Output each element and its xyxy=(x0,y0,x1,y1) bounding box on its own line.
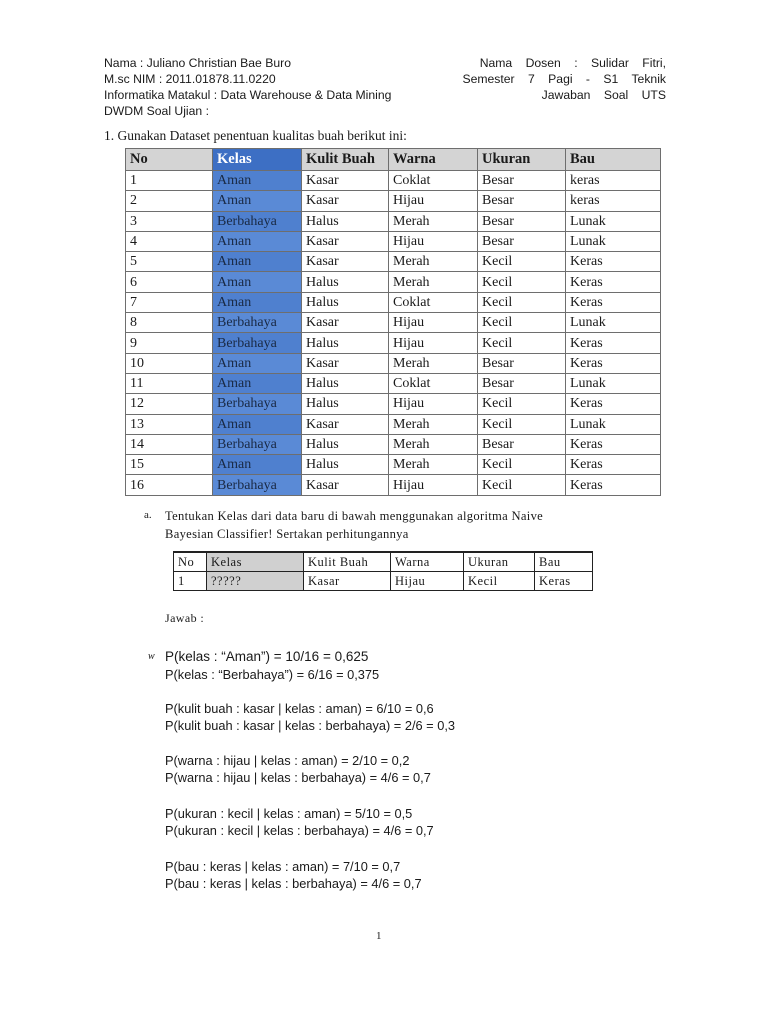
cell-bau: Keras xyxy=(566,333,661,353)
new-col-header-kelas: Kelas xyxy=(207,552,304,572)
cell-ukuran: Kecil xyxy=(478,272,566,292)
cell-warna: Merah xyxy=(389,455,478,475)
sub-question-line-1: Tentukan Kelas dari data baru di bawah menggunakan algoritma Naive xyxy=(165,509,544,523)
cell-warna: Hijau xyxy=(389,313,478,333)
cell-kulit-buah: Kasar xyxy=(302,414,389,434)
cell-bau: Lunak xyxy=(566,313,661,333)
cell-warna: Merah xyxy=(389,211,478,231)
cell-bau: Keras xyxy=(566,292,661,312)
table-row xyxy=(126,373,661,393)
table-row xyxy=(126,414,661,434)
col-header-bau: Bau xyxy=(566,149,661,171)
cell-no: 10 xyxy=(126,353,213,373)
cell-warna: Merah xyxy=(389,434,478,454)
table-row xyxy=(126,394,661,414)
question-text: 1. Gunakan Dataset penentuan kualitas buah berikut ini: xyxy=(104,128,407,143)
cell-warna: Hijau xyxy=(389,333,478,353)
cell-ukuran: Kecil xyxy=(478,292,566,312)
lecturer-name: Nama Dosen : Sulidar Fitri, xyxy=(479,56,666,70)
cell-ukuran: Besar xyxy=(478,434,566,454)
table-row xyxy=(126,475,661,495)
cell-bau: Lunak xyxy=(566,414,661,434)
new-cell-kulit-buah: Kasar xyxy=(304,572,391,591)
table-row xyxy=(126,455,661,475)
new-cell-no: 1 xyxy=(174,572,207,591)
cell-kelas: Aman xyxy=(213,353,302,373)
cell-kelas: Berbahaya xyxy=(213,394,302,414)
header-line-2 xyxy=(104,71,666,87)
page-number: 1 xyxy=(376,930,382,942)
cell-bau: Keras xyxy=(566,434,661,454)
cell-bau: Keras xyxy=(566,455,661,475)
cell-kelas: Aman xyxy=(213,231,302,251)
cell-kelas: Berbahaya xyxy=(213,333,302,353)
cell-no: 2 xyxy=(126,191,213,211)
cell-kelas: Berbahaya xyxy=(213,434,302,454)
cell-bau: Lunak xyxy=(566,231,661,251)
cell-kulit-buah: Halus xyxy=(302,434,389,454)
cell-kelas: Aman xyxy=(213,171,302,191)
dataset-header-row xyxy=(126,149,661,171)
cell-kelas: Berbahaya xyxy=(213,313,302,333)
cell-kelas: Aman xyxy=(213,191,302,211)
calc-line: P(warna : hijau | kelas : berbahaya) = 4/6 = 0,7 xyxy=(165,770,431,785)
cell-no: 13 xyxy=(126,414,213,434)
sub-question-marker: a. xyxy=(144,509,152,521)
cell-no: 5 xyxy=(126,252,213,272)
cell-kulit-buah: Kasar xyxy=(302,353,389,373)
cell-kelas: Aman xyxy=(213,252,302,272)
cell-kelas: Aman xyxy=(213,272,302,292)
cell-bau: Keras xyxy=(566,394,661,414)
cell-kulit-buah: Halus xyxy=(302,211,389,231)
cell-warna: Coklat xyxy=(389,171,478,191)
col-header-ukuran: Ukuran xyxy=(478,149,566,171)
calc-line: P(ukuran : kecil | kelas : aman) = 5/10 = 0,5 xyxy=(165,806,413,821)
cell-kulit-buah: Halus xyxy=(302,333,389,353)
cell-kulit-buah: Halus xyxy=(302,455,389,475)
cell-kulit-buah: Kasar xyxy=(302,313,389,333)
calc-line: P(kelas : “Aman”) = 10/16 = 0,625 xyxy=(165,649,369,664)
cell-no: 6 xyxy=(126,272,213,292)
cell-kelas: Berbahaya xyxy=(213,475,302,495)
cell-kulit-buah: Kasar xyxy=(302,252,389,272)
answer-title: Jawaban Soal UTS xyxy=(541,88,666,102)
new-data-header-row xyxy=(174,552,593,572)
table-row xyxy=(126,292,661,312)
cell-bau: Keras xyxy=(566,475,661,495)
new-data-table xyxy=(173,551,593,591)
sub-question-line-2: Bayesian Classifier! Sertakan perhitungannya xyxy=(165,527,409,541)
col-header-kulit-buah: Kulit Buah xyxy=(302,149,389,171)
bullet-marker: w xyxy=(148,651,155,662)
table-row xyxy=(126,272,661,292)
cell-no: 14 xyxy=(126,434,213,454)
cell-no: 3 xyxy=(126,211,213,231)
cell-ukuran: Kecil xyxy=(478,313,566,333)
cell-no: 16 xyxy=(126,475,213,495)
cell-bau: Keras xyxy=(566,353,661,373)
dataset-table xyxy=(125,148,661,496)
cell-kelas: Aman xyxy=(213,292,302,312)
header-line-4 xyxy=(104,103,666,119)
new-cell-kelas: ????? xyxy=(207,572,304,591)
new-data-row xyxy=(174,572,593,591)
new-col-header-warna: Warna xyxy=(391,552,464,572)
course-name: Informatika Matakul : Data Warehouse & Data Mining xyxy=(104,88,392,102)
calc-line: P(bau : keras | kelas : berbahaya) = 4/6 = 0,7 xyxy=(165,876,422,891)
cell-no: 7 xyxy=(126,292,213,312)
cell-no: 8 xyxy=(126,313,213,333)
cell-no: 9 xyxy=(126,333,213,353)
cell-kulit-buah: Halus xyxy=(302,394,389,414)
table-row xyxy=(126,231,661,251)
table-row xyxy=(126,191,661,211)
table-row xyxy=(126,211,661,231)
cell-no: 1 xyxy=(126,171,213,191)
cell-bau: Lunak xyxy=(566,373,661,393)
cell-ukuran: Kecil xyxy=(478,414,566,434)
cell-bau: Keras xyxy=(566,252,661,272)
cell-warna: Coklat xyxy=(389,373,478,393)
cell-ukuran: Kecil xyxy=(478,475,566,495)
cell-bau: Keras xyxy=(566,272,661,292)
table-row xyxy=(126,333,661,353)
cell-no: 15 xyxy=(126,455,213,475)
cell-warna: Hijau xyxy=(389,231,478,251)
student-name: Nama : Juliano Christian Bae Buro xyxy=(104,56,291,70)
calc-line: P(kelas : “Berbahaya”) = 6/16 = 0,375 xyxy=(165,667,380,682)
cell-kulit-buah: Kasar xyxy=(302,171,389,191)
cell-warna: Hijau xyxy=(389,475,478,495)
cell-warna: Hijau xyxy=(389,191,478,211)
cell-ukuran: Kecil xyxy=(478,394,566,414)
col-header-kelas: Kelas xyxy=(213,149,302,171)
semester-info: Semester 7 Pagi - S1 Teknik xyxy=(462,72,666,86)
cell-ukuran: Besar xyxy=(478,353,566,373)
cell-no: 11 xyxy=(126,373,213,393)
header-line-1 xyxy=(104,55,666,71)
student-nim: M.sc NIM : 2011.01878.11.0220 xyxy=(104,72,276,86)
cell-kulit-buah: Kasar xyxy=(302,231,389,251)
cell-ukuran: Besar xyxy=(478,231,566,251)
table-row xyxy=(126,171,661,191)
table-row xyxy=(126,434,661,454)
cell-ukuran: Kecil xyxy=(478,455,566,475)
cell-warna: Merah xyxy=(389,414,478,434)
cell-bau: keras xyxy=(566,191,661,211)
col-header-no: No xyxy=(126,149,213,171)
calc-line: P(warna : hijau | kelas : aman) = 2/10 = 0,2 xyxy=(165,753,410,768)
header-line-3 xyxy=(104,87,666,103)
cell-kulit-buah: Kasar xyxy=(302,191,389,211)
calc-line: P(kulit buah : kasar | kelas : aman) = 6/10 = 0,6 xyxy=(165,701,434,716)
cell-kelas: Aman xyxy=(213,373,302,393)
calc-line: P(ukuran : kecil | kelas : berbahaya) = 4/6 = 0,7 xyxy=(165,823,434,838)
new-col-header-bau: Bau xyxy=(535,552,593,572)
new-col-header-kulit-buah: Kulit Buah xyxy=(304,552,391,572)
cell-kelas: Aman xyxy=(213,414,302,434)
cell-warna: Hijau xyxy=(389,394,478,414)
cell-bau: keras xyxy=(566,171,661,191)
cell-kulit-buah: Halus xyxy=(302,373,389,393)
cell-kulit-buah: Kasar xyxy=(302,475,389,495)
answer-label: Jawab : xyxy=(165,611,205,625)
new-cell-ukuran: Kecil xyxy=(464,572,535,591)
cell-kulit-buah: Halus xyxy=(302,292,389,312)
col-header-warna: Warna xyxy=(389,149,478,171)
cell-no: 12 xyxy=(126,394,213,414)
sub-question-a xyxy=(165,507,543,543)
cell-ukuran: Besar xyxy=(478,373,566,393)
cell-ukuran: Besar xyxy=(478,171,566,191)
calc-line: P(kulit buah : kasar | kelas : berbahaya) = 2/6 = 0,3 xyxy=(165,718,455,733)
cell-warna: Merah xyxy=(389,252,478,272)
cell-ukuran: Kecil xyxy=(478,252,566,272)
cell-kelas: Berbahaya xyxy=(213,211,302,231)
exam-label: DWDM Soal Ujian : xyxy=(104,104,209,118)
cell-ukuran: Besar xyxy=(478,211,566,231)
cell-kulit-buah: Halus xyxy=(302,272,389,292)
cell-bau: Lunak xyxy=(566,211,661,231)
cell-kelas: Aman xyxy=(213,455,302,475)
cell-warna: Coklat xyxy=(389,292,478,312)
table-row xyxy=(126,252,661,272)
new-cell-warna: Hijau xyxy=(391,572,464,591)
cell-no: 4 xyxy=(126,231,213,251)
new-cell-bau: Keras xyxy=(535,572,593,591)
calc-line: P(bau : keras | kelas : aman) = 7/10 = 0,7 xyxy=(165,859,401,874)
table-row xyxy=(126,313,661,333)
new-col-header-no: No xyxy=(174,552,207,572)
cell-warna: Merah xyxy=(389,272,478,292)
new-col-header-ukuran: Ukuran xyxy=(464,552,535,572)
cell-warna: Merah xyxy=(389,353,478,373)
cell-ukuran: Besar xyxy=(478,191,566,211)
cell-ukuran: Kecil xyxy=(478,333,566,353)
table-row xyxy=(126,353,661,373)
